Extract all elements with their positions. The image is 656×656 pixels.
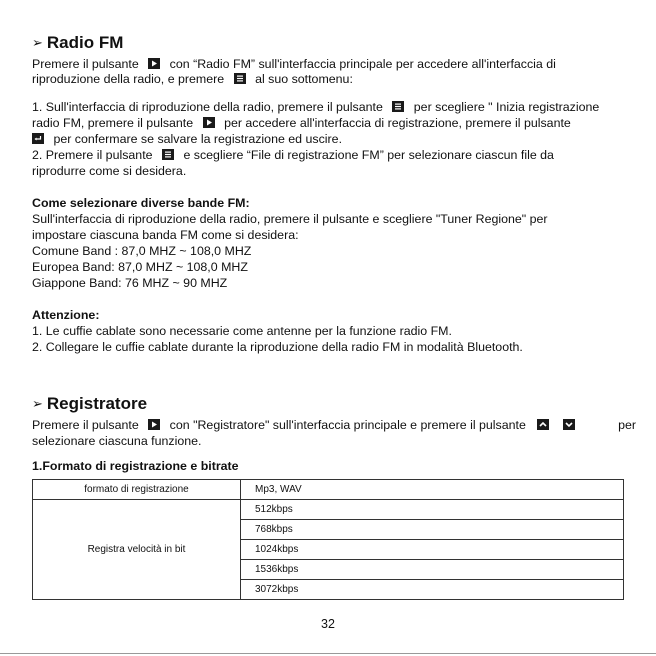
up-button-icon [537,419,549,430]
format-value-cell: Mp3, WAV [241,480,624,500]
bitrate-cell: 768kbps [241,520,624,540]
radio-fm-heading: ➢ Radio FM [32,33,124,52]
menu-button-icon [392,101,404,112]
band-japan: Giappone Band: 76 MHZ ~ 90 MHZ [32,276,228,290]
back-button-icon [32,133,44,144]
radio-step1-line1: 1. Sull'interfaccia di riproduzione della radio, premere il pulsante per scegliere " Inizia registrazione [32,100,600,114]
recording-format-table [32,479,624,600]
recording-format-title: 1.Formato di registrazione e bitrate [32,459,239,473]
bands-line1: Sull'interfaccia di riproduzione della radio, premere il pulsante e scegliere "Tuner Regione" per [32,212,548,226]
band-common: Comune Band : 87,0 MHZ ~ 108,0 MHZ [32,244,252,258]
radio-step1-line3: per confermare se salvare la registrazione ed uscire. [32,132,342,147]
page-number: 32 [321,617,335,631]
arrow-icon: ➢ [32,35,43,50]
menu-button-icon [162,149,174,160]
bands-line2: impostare ciascuna banda FM come si desidera: [32,228,299,242]
recorder-heading: ➢ Registratore [32,394,148,413]
bitrate-label-cell: Registra velocità in bit [33,500,241,600]
radio-step2-line1: 2. Premere il pulsante e scegliere “File di registrazione FM” per selezionare ciascun file da [32,148,554,162]
radio-intro-line2: riproduzione della radio, e premere al suo sottomenu: [32,72,353,86]
table-row [33,480,624,500]
attention-heading: Attenzione: [32,308,100,322]
table-row [33,500,624,520]
bitrate-cell: 1024kbps [241,540,624,560]
bottom-divider [0,653,656,654]
radio-step1-line2: radio FM, premere il pulsante per accedere all'interfaccia di registrazione, premere il pulsante [32,116,571,130]
arrow-icon: ➢ [32,396,43,411]
recorder-intro-line2: selezionare ciascuna funzione. [32,434,202,448]
play-button-icon [148,419,160,430]
format-label-cell: formato di registrazione [33,480,241,500]
attention-line2: 2. Collegare le cuffie cablate durante la riproduzione della radio FM in modalità Bluetooth. [32,340,523,354]
recorder-intro-line1: Premere il pulsante con "Registratore" sull'interfaccia principale e premere il pulsante per [32,418,636,432]
band-europe: Europea Band: 87,0 MHZ ~ 108,0 MHZ [32,260,248,274]
play-button-icon [148,58,160,69]
play-button-icon [203,117,215,128]
bitrate-cell: 3072kbps [241,580,624,600]
bands-heading: Come selezionare diverse bande FM: [32,196,250,210]
bitrate-cell: 512kbps [241,500,624,520]
attention-line1: 1. Le cuffie cablate sono necessarie come antenne per la funzione radio FM. [32,324,452,338]
radio-step2-line2: riprodurre come si desidera. [32,164,187,178]
menu-button-icon [234,73,246,84]
bitrate-cell: 1536kbps [241,560,624,580]
radio-intro-line1: Premere il pulsante con “Radio FM” sull'interfaccia principale per accedere all'interfaccia di [32,57,556,71]
down-button-icon [563,419,575,430]
